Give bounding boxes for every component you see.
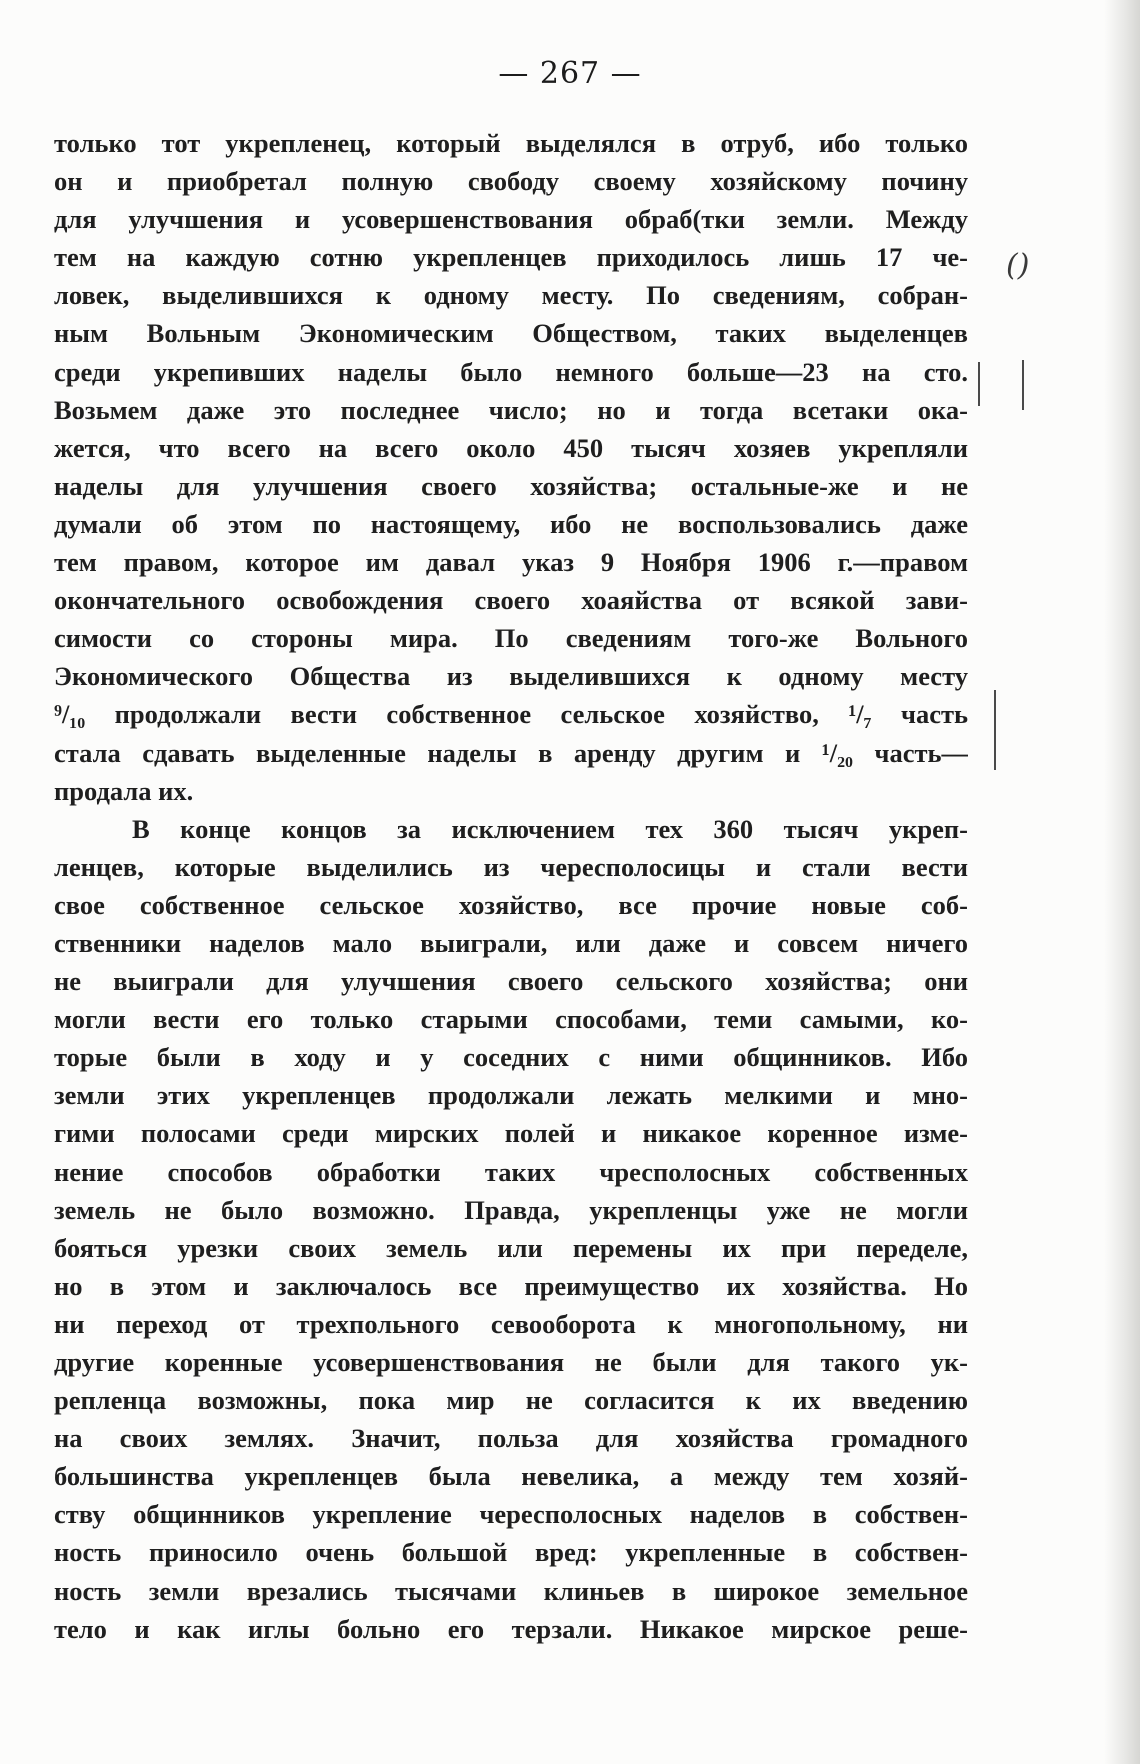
text-line: ловек, выделившихся к одному месту. По сведениям, собран- [54, 280, 968, 311]
text-line: думали об этом по настоящему, ибо не воспользовались даже [54, 508, 968, 539]
text-line: жется, что всего на всего около 450 тысяч хозяев укрепляли [54, 432, 968, 463]
text-line: гими полосами среди мирских полей и никакое коренное изме- [54, 1118, 968, 1149]
text-line: В конце концов за исключением тех 360 тысяч укреп- [132, 813, 968, 844]
text-line: Возьмем даже это последнее число; но и тогда всетаки ока- [54, 394, 968, 425]
text-line: стала сдавать выделенные наделы в аренду другим и ¹/₂₀ часть— [54, 737, 968, 768]
text-line: земель не было возможно. Правда, укрепленцы уже не могли [54, 1194, 968, 1225]
text-line: нение способов обработки таких чресполосных собственных [54, 1156, 968, 1187]
margin-note-glyph: () [1006, 248, 1030, 283]
text-line: ⁹/₁₀ продолжали вести собственное сельское хозяйство, ¹/₇ часть [54, 699, 968, 730]
text-line: ству общинников укрепление чересполосных наделов в собствен- [54, 1499, 968, 1530]
margin-pencil-mark [994, 690, 996, 770]
text-line: среди укрепивших наделы было немного больше—23 на сто. [54, 356, 968, 387]
scan-edge-shadow [1104, 0, 1140, 1764]
text-line: ность земли врезались тысячами клиньев в широкое земельное [54, 1575, 968, 1606]
text-line: симости со стороны мира. По сведениям того-же Вольного [54, 623, 968, 654]
text-line: земли этих укрепленцев продолжали лежать мелкими и мно- [54, 1080, 968, 1111]
text-line: могли вести его только старыми способами, теми самыми, ко- [54, 1004, 968, 1035]
text-line: наделы для улучшения своего хозяйства; остальные-же и не [54, 470, 968, 501]
text-line: но в этом и заключалось все преимущество их хозяйства. Но [54, 1270, 968, 1301]
text-line: для улучшения и усовершенствования обраб(тки земли. Между [54, 204, 968, 235]
text-line: свое собственное сельское хозяйство, все прочие новые соб- [54, 889, 968, 920]
text-line: окончательного освобождения своего хоаяйства от всякой зави- [54, 585, 968, 616]
text-line: бояться урезки своих земель или перемены их при переделе, [54, 1232, 968, 1263]
text-line: не выиграли для улучшения своего сельского хозяйства; они [54, 966, 968, 997]
text-line: ни переход от трехпольного севооборота к многопольному, ни [54, 1308, 968, 1339]
text-line: тело и как иглы больно его терзали. Никакое мирское реше- [54, 1613, 968, 1644]
text-line: продала их. [54, 775, 194, 806]
text-line: тем правом, которое им давал указ 9 Ноября 1906 г.—правом [54, 547, 968, 578]
margin-pencil-mark [978, 362, 980, 406]
text-line: на своих землях. Значит, польза для хозяйства громадного [54, 1423, 968, 1454]
text-line: тем на каждую сотню укрепленцев приходилось лишь 17 че- [54, 242, 968, 273]
margin-pencil-mark [1022, 360, 1024, 410]
text-line: репленца возможны, пока мир не согласится к их введению [54, 1385, 968, 1416]
text-line: большинства укрепленцев была невелика, а между тем хозяй- [54, 1461, 968, 1492]
text-line: Экономического Общества из выделившихся к одному месту [54, 661, 968, 692]
text-line: другие коренные усовершенствования не были для такого ук- [54, 1347, 968, 1377]
text-line: торые были в ходу и у соседних с ними общинников. Ибо [54, 1042, 968, 1073]
text-line: ственники наделов мало выиграли, или даже и совсем ничего [54, 927, 968, 958]
page-number: — 267 — [498, 56, 642, 91]
text-line: ным Вольным Экономическим Обществом, таких выделенцев [54, 318, 968, 349]
text-line: он и приобретал полную свободу своему хозяйскому почину [54, 166, 968, 197]
text-line: ленцев, которые выделились из чересполосицы и стали вести [54, 851, 968, 882]
text-line: ность приносило очень большой вред: укрепленные в собствен- [54, 1537, 968, 1568]
text-line: только тот укрепленец, который выделялся в отруб, ибо только [54, 128, 968, 158]
body-text [54, 124, 968, 1648]
